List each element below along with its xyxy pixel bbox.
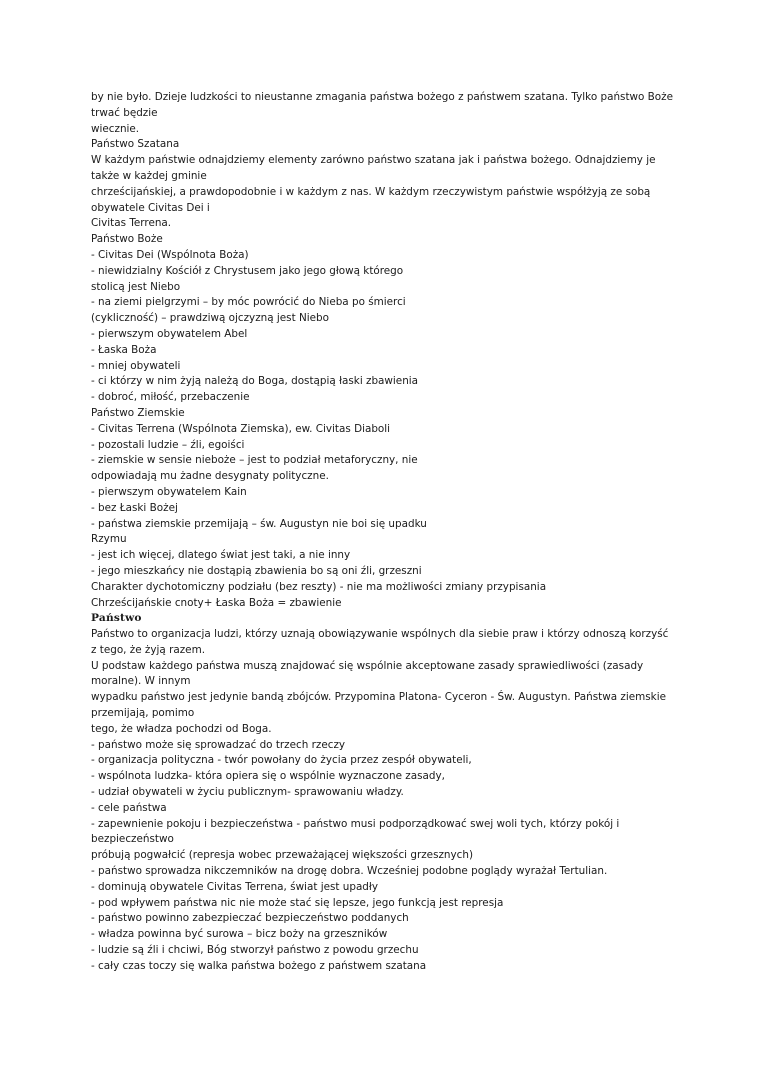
section-heading: Państwo	[91, 612, 142, 625]
text-line: bezpieczeństwo	[91, 833, 174, 846]
text-line: - mniej obywateli	[91, 359, 181, 372]
text-line: W każdym państwie odnajdziemy elementy zarówno państwo szatana jak i państwa bożego. Odnajdziemy je	[91, 154, 656, 167]
document-page	[91, 90, 681, 975]
text-line: - zapewnienie pokoju i bezpieczeństwa - państwo musi podporządkować swej woli tych, którzy pokój i	[91, 817, 620, 830]
text-line: - jego mieszkańcy nie dostąpią zbawienia bo są oni źli, grzeszni	[91, 564, 422, 577]
text-line: tego, że władza pochodzi od Boga.	[91, 722, 272, 735]
text-line: - ci którzy w nim żyją należą do Boga, dostąpią łaski zbawienia	[91, 375, 419, 388]
text-line: - bez Łaski Bożej	[91, 501, 178, 514]
text-line: trwać będzie	[91, 106, 158, 119]
text-line: Rzymu	[91, 533, 127, 546]
text-line: także w każdej gminie	[91, 169, 207, 182]
text-line: - Civitas Dei (Wspólnota Boża)	[91, 248, 249, 261]
text-line: chrześcijańskiej, a prawdopodobnie i w każdym z nas. W każdym rzeczywistym państwie współżyją ze sobą	[91, 185, 651, 198]
text-line: - dominują obywatele Civitas Terrena, świat jest upadły	[91, 880, 379, 893]
text-line: Państwo to organizacja ludzi, którzy uznają obowiązywanie wspólnych dla siebie praw i którzy odnoszą korzyść	[91, 628, 669, 641]
text-line: U podstaw każdego państwa muszą znajdować się wspólnie akceptowane zasady sprawiedliwości (zasady	[91, 659, 644, 672]
text-line: - ludzie są źli i chciwi, Bóg stworzył państwo z powodu grzechu	[91, 944, 419, 957]
text-line: - państwa ziemskie przemijają – św. Augustyn nie boi się upadku	[91, 517, 427, 530]
text-line: - państwo powinno zabezpieczać bezpieczeństwo poddanych	[91, 912, 409, 925]
text-line: - Łaska Boża	[91, 343, 157, 356]
text-line: - dobroć, miłość, przebaczenie	[91, 391, 250, 404]
text-line: - udział obywateli w życiu publicznym- sprawowaniu władzy.	[91, 786, 404, 799]
text-line: - na ziemi pielgrzymi – by móc powrócić do Nieba po śmierci	[91, 296, 406, 309]
text-line: Państwo Boże	[91, 233, 163, 246]
text-line: - cały czas toczy się walka państwa bożego z państwem szatana	[91, 959, 427, 972]
text-line: przemijają, pomimo	[91, 707, 195, 720]
text-line: - władza powinna być surowa – bicz boży na grzeszników	[91, 928, 388, 941]
text-line: - jest ich więcej, dlatego świat jest taki, a nie inny	[91, 549, 351, 562]
text-line: - państwo może się sprowadzać do trzech rzeczy	[91, 738, 346, 751]
text-line: - cele państwa	[91, 801, 167, 814]
text-line: - organizacja polityczna - twór powołany do życia przez zespół obywateli,	[91, 754, 472, 767]
text-line: moralne). W innym	[91, 675, 191, 688]
text-line: obywatele Civitas Dei i	[91, 201, 210, 214]
text-line: - pierwszym obywatelem Kain	[91, 485, 247, 498]
text-line: - wspólnota ludzka- która opiera się o wspólnie wyznaczone zasady,	[91, 770, 445, 783]
text-line: Charakter dychotomiczny podziału (bez reszty) - nie ma możliwości zmiany przypisania	[91, 580, 547, 593]
text-line: - pierwszym obywatelem Abel	[91, 327, 248, 340]
text-line: Chrześcijańskie cnoty+ Łaska Boża = zbawienie	[91, 596, 342, 609]
text-line: Civitas Terrena.	[91, 217, 172, 230]
text-line: by nie było. Dzieje ludzkości to nieustanne zmagania państwa bożego z państwem szatana. Tylko państwo Boże	[91, 91, 674, 103]
text-line: - państwo sprowadza nikczemników na drogę dobra. Wcześniej podobne poglądy wyrażał Tertulian.	[91, 865, 608, 878]
text-line: - pozostali ludzie – źli, egoiści	[91, 438, 245, 451]
text-line: - pod wpływem państwa nic nie może stać się lepsze, jego funkcją jest represja	[91, 896, 504, 909]
text-line: odpowiadają mu żadne desygnaty polityczne.	[91, 470, 329, 483]
text-line: Państwo Ziemskie	[91, 406, 185, 419]
text-line: wiecznie.	[91, 122, 140, 135]
text-line: stolicą jest Niebo	[91, 280, 181, 293]
text-line: - Civitas Terrena (Wspólnota Ziemska), ew. Civitas Diaboli	[91, 422, 391, 435]
text-line: Państwo Szatana	[91, 138, 180, 151]
text-line: z tego, że żyją razem.	[91, 643, 206, 656]
text-line: - niewidzialny Kościół z Chrystusem jako jego głową którego	[91, 264, 404, 277]
text-line: (cykliczność) – prawdziwą ojczyzną jest Niebo	[91, 312, 329, 325]
text-line: próbują pogwałcić (represja wobec przeważającej większości grzesznych)	[91, 849, 474, 862]
text-line: wypadku państwo jest jedynie bandą zbójców. Przypomina Platona- Cyceron - Św. Augustyn. Państwa ziemskie	[91, 691, 666, 704]
text-line: - ziemskie w sensie niebożе – jest to podział metaforyczny, nie	[91, 454, 418, 467]
